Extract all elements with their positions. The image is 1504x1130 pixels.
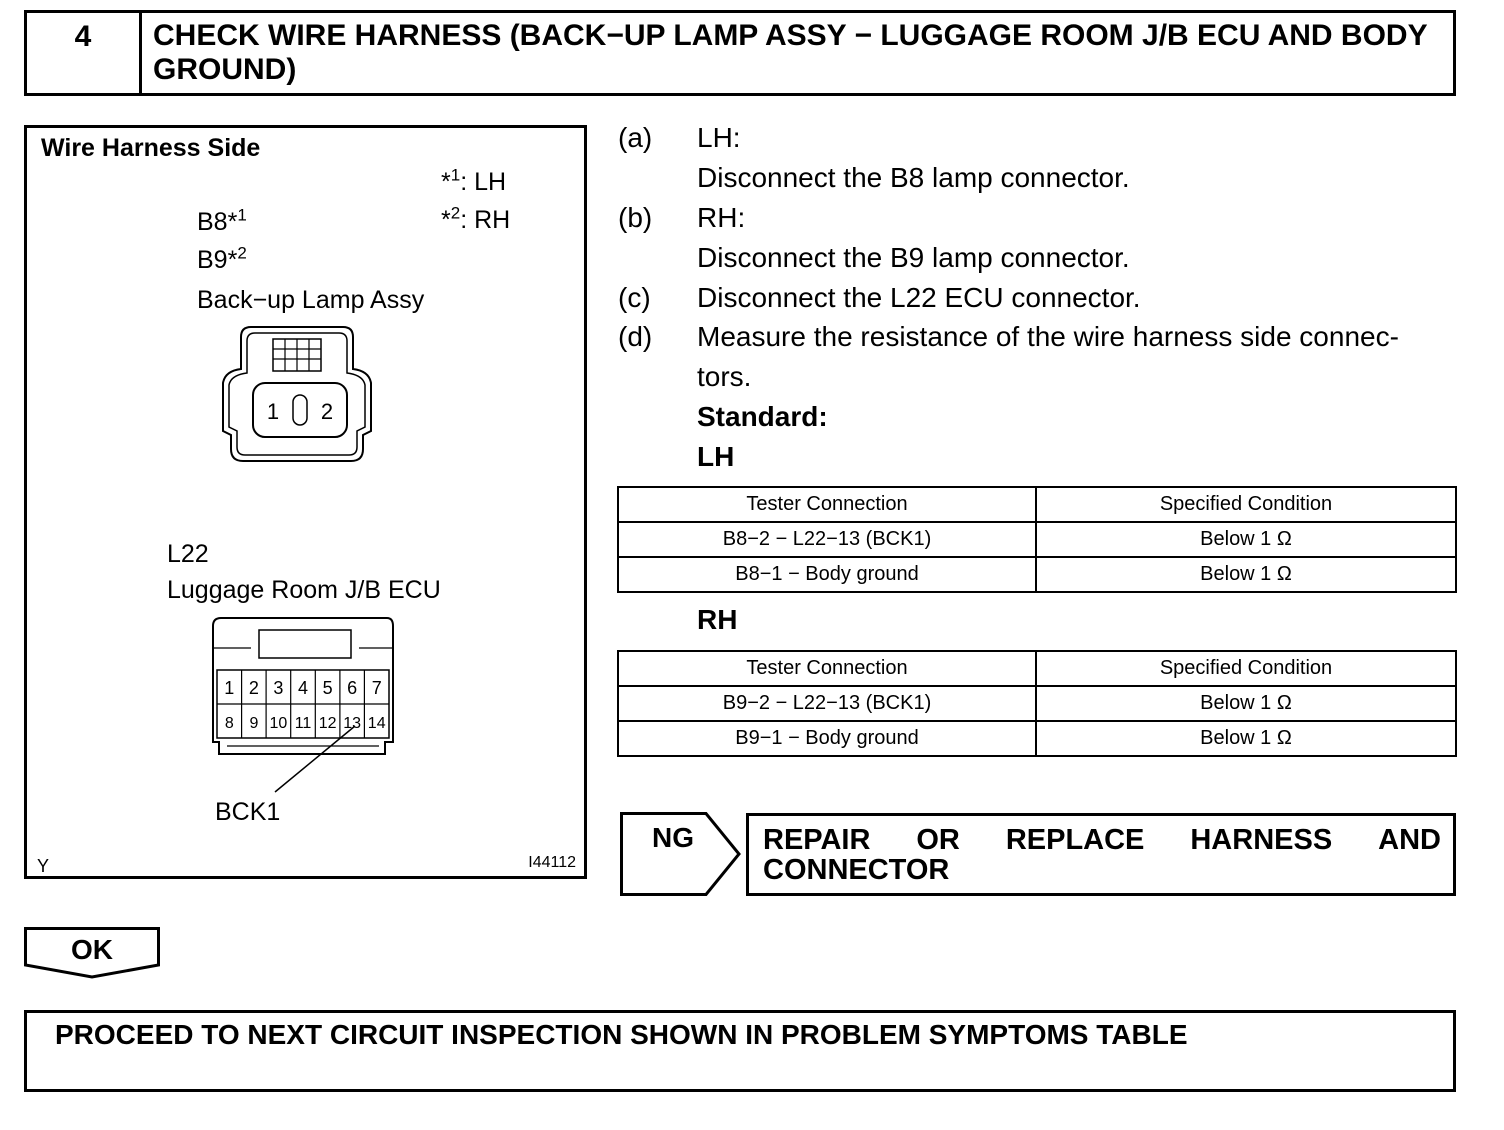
step-a-line2: Disconnect the B8 lamp connector. bbox=[697, 162, 1130, 193]
table-row bbox=[618, 557, 1456, 592]
ecu-pin-12: 12 bbox=[318, 715, 337, 732]
table-cell: Below 1 Ω bbox=[1036, 557, 1456, 592]
step-title: CHECK WIRE HARNESS (BACK−UP LAMP ASSY − LUGGAGE ROOM J/B ECU AND BODY GROUND) bbox=[153, 19, 1428, 86]
ecu-pin-9: 9 bbox=[249, 715, 259, 732]
l22-label: L22 bbox=[167, 540, 209, 568]
ng-label: NG bbox=[652, 822, 694, 853]
ecu-pin-11: 11 bbox=[294, 715, 312, 732]
bck1-label: BCK1 bbox=[215, 798, 281, 826]
table-row bbox=[618, 522, 1456, 557]
step-d-label: (d) bbox=[618, 321, 653, 352]
lh-label: LH bbox=[697, 441, 735, 472]
bck1-leader-line bbox=[267, 718, 367, 798]
standard-label: Standard: bbox=[697, 401, 828, 432]
ng-action-line2: CONNECTOR bbox=[763, 854, 950, 886]
lamp-pin-1: 1 bbox=[266, 399, 280, 424]
step-header bbox=[24, 10, 1456, 96]
step-b-line1: RH: bbox=[697, 202, 746, 233]
step-a-label: (a) bbox=[618, 122, 653, 153]
step-d-line2: tors. bbox=[697, 361, 752, 392]
ecu-pin-14: 14 bbox=[367, 715, 386, 732]
table-header-cell: Tester Connection bbox=[618, 651, 1036, 686]
ecu-pin-4: 4 bbox=[297, 678, 309, 698]
table-cell: Below 1 Ω bbox=[1036, 522, 1456, 557]
ecu-pin-3: 3 bbox=[273, 678, 284, 698]
step-a-line1: LH: bbox=[697, 122, 741, 153]
ecu-pin-13: 13 bbox=[343, 715, 361, 732]
step-c-line1: Disconnect the L22 ECU connector. bbox=[697, 282, 1141, 313]
rh-label: RH bbox=[697, 604, 738, 635]
table-header-cell: Specified Condition bbox=[1036, 487, 1456, 522]
ecu-pin-7: 7 bbox=[371, 678, 382, 698]
note-rh: *$^2$: RH bbox=[441, 203, 511, 234]
ng-tag bbox=[620, 812, 742, 896]
lamp-connector-diagram bbox=[217, 323, 377, 469]
ng-action-line1: REPAIR OR REPLACE HARNESS AND bbox=[763, 824, 1441, 856]
rh-spec-table bbox=[617, 650, 1457, 757]
figure-corner-left: Y bbox=[37, 856, 50, 876]
step-b-label: (b) bbox=[618, 202, 653, 233]
table-cell: Below 1 Ω bbox=[1036, 721, 1456, 756]
lh-spec-table bbox=[617, 486, 1457, 593]
table-cell: Below 1 Ω bbox=[1036, 686, 1456, 721]
ok-label: OK bbox=[71, 934, 113, 965]
ecu-pin-1: 1 bbox=[224, 678, 235, 698]
table-row bbox=[618, 686, 1456, 721]
wire-harness-figure bbox=[24, 125, 587, 879]
table-header-cell: Specified Condition bbox=[1036, 651, 1456, 686]
ecu-pin-5: 5 bbox=[322, 678, 333, 698]
table-row bbox=[618, 721, 1456, 756]
note-lh: *$^1$: LH bbox=[441, 165, 507, 196]
ecu-pin-2: 2 bbox=[248, 678, 259, 698]
table-cell: B9−2 − L22−13 (BCK1) bbox=[618, 686, 1036, 721]
ok-tag bbox=[24, 927, 160, 979]
table-cell: B8−1 − Body ground bbox=[618, 557, 1036, 592]
ecu-pin-8: 8 bbox=[224, 715, 234, 732]
final-action-box bbox=[24, 1010, 1456, 1092]
table-cell: B9−1 − Body ground bbox=[618, 721, 1036, 756]
ng-action-box bbox=[746, 813, 1456, 896]
ecu-pin-6: 6 bbox=[347, 678, 358, 698]
b8-label: B8*$^1$ bbox=[197, 205, 247, 236]
b9-label: B9*$^2$ bbox=[197, 243, 247, 274]
table-header-cell: Tester Connection bbox=[618, 487, 1036, 522]
figure-title: Wire Harness Side bbox=[41, 134, 261, 162]
final-action-text: PROCEED TO NEXT CIRCUIT INSPECTION SHOWN IN PROBLEM SYMPTOMS TABLE bbox=[55, 1019, 1188, 1050]
lamp-pin-2: 2 bbox=[320, 399, 334, 424]
step-c-label: (c) bbox=[618, 282, 651, 313]
step-d-line1: Measure the resistance of the wire harness side connec- bbox=[697, 321, 1399, 352]
table-header-row bbox=[618, 651, 1456, 686]
ecu-label: Luggage Room J/B ECU bbox=[167, 576, 441, 604]
figure-id: I44112 bbox=[528, 854, 576, 871]
table-cell: B8−2 − L22−13 (BCK1) bbox=[618, 522, 1036, 557]
lamp-assy-label: Back−up Lamp Assy bbox=[197, 286, 425, 314]
step-b-line2: Disconnect the B9 lamp connector. bbox=[697, 242, 1130, 273]
step-number: 4 bbox=[27, 13, 142, 93]
ecu-pin-10: 10 bbox=[269, 715, 288, 732]
table-header-row bbox=[618, 487, 1456, 522]
